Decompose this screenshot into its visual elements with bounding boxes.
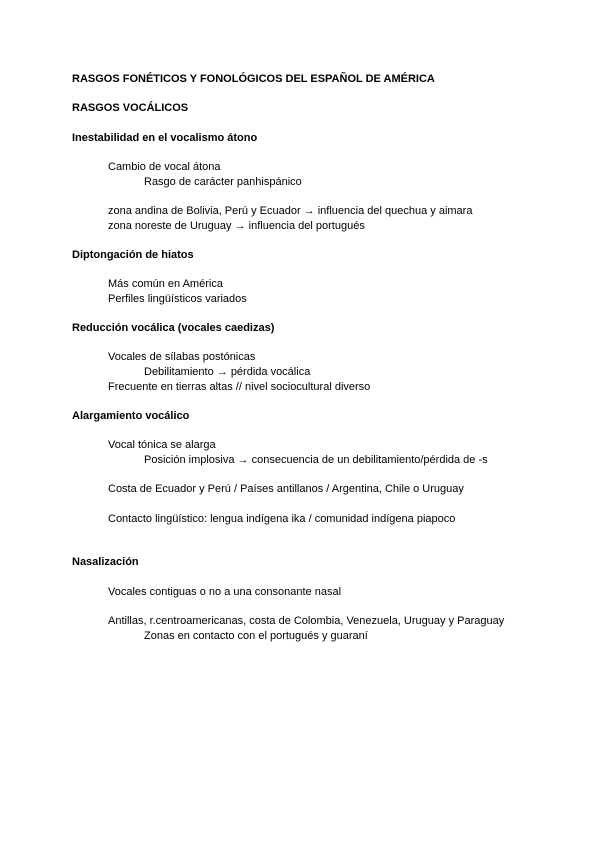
section-line: Vocal tónica se alarga xyxy=(108,439,216,451)
section-heading-diptongacion: Diptongación de hiatos xyxy=(72,249,194,261)
section-subtitle: RASGOS VOCÁLICOS xyxy=(72,102,189,114)
section-heading-inestabilidad: Inestabilidad en el vocalismo átono xyxy=(72,132,258,144)
section-line: Costa de Ecuador y Perú / Países antillanos / Argentina, Chile o Uruguay xyxy=(108,483,464,495)
document-title: RASGOS FONÉTICOS Y FONOLÓGICOS DEL ESPAÑOL DE AMÉRICA xyxy=(72,73,435,85)
section-heading-alargamiento: Alargamiento vocálico xyxy=(72,410,190,422)
section-line: Debilitamiento → pérdida vocálica xyxy=(144,366,311,378)
section-line: zona andina de Bolivia, Perú y Ecuador → influencia del quechua y aimara xyxy=(108,205,473,217)
section-line: Posición implosiva → consecuencia de un debilitamiento/pérdida de -s xyxy=(144,454,488,466)
section-line: Cambio de vocal átona xyxy=(108,161,221,173)
section-heading-nasalizacion: Nasalización xyxy=(72,556,139,568)
section-line: Zonas en contacto con el portugués y guaraní xyxy=(144,630,368,642)
section-line: Vocales contiguas o no a una consonante nasal xyxy=(108,586,342,598)
section-line: zona noreste de Uruguay → influencia del portugués xyxy=(108,220,365,232)
section-line: Frecuente en tierras altas // nivel sociocultural diverso xyxy=(108,381,371,393)
section-line: Vocales de sílabas postónicas xyxy=(108,351,256,363)
section-line: Contacto lingüístico: lengua indígena ika / comunidad indígena piapoco xyxy=(108,513,456,525)
section-heading-reduccion: Reducción vocálica (vocales caedizas) xyxy=(72,322,275,334)
section-line: Rasgo de carácter panhispánico xyxy=(144,176,302,188)
section-line: Antillas, r.centroamericanas, costa de Colombia, Venezuela, Uruguay y Paraguay xyxy=(108,615,505,627)
section-line: Más común en América xyxy=(108,278,223,290)
section-line: Perfiles lingüísticos variados xyxy=(108,293,247,305)
